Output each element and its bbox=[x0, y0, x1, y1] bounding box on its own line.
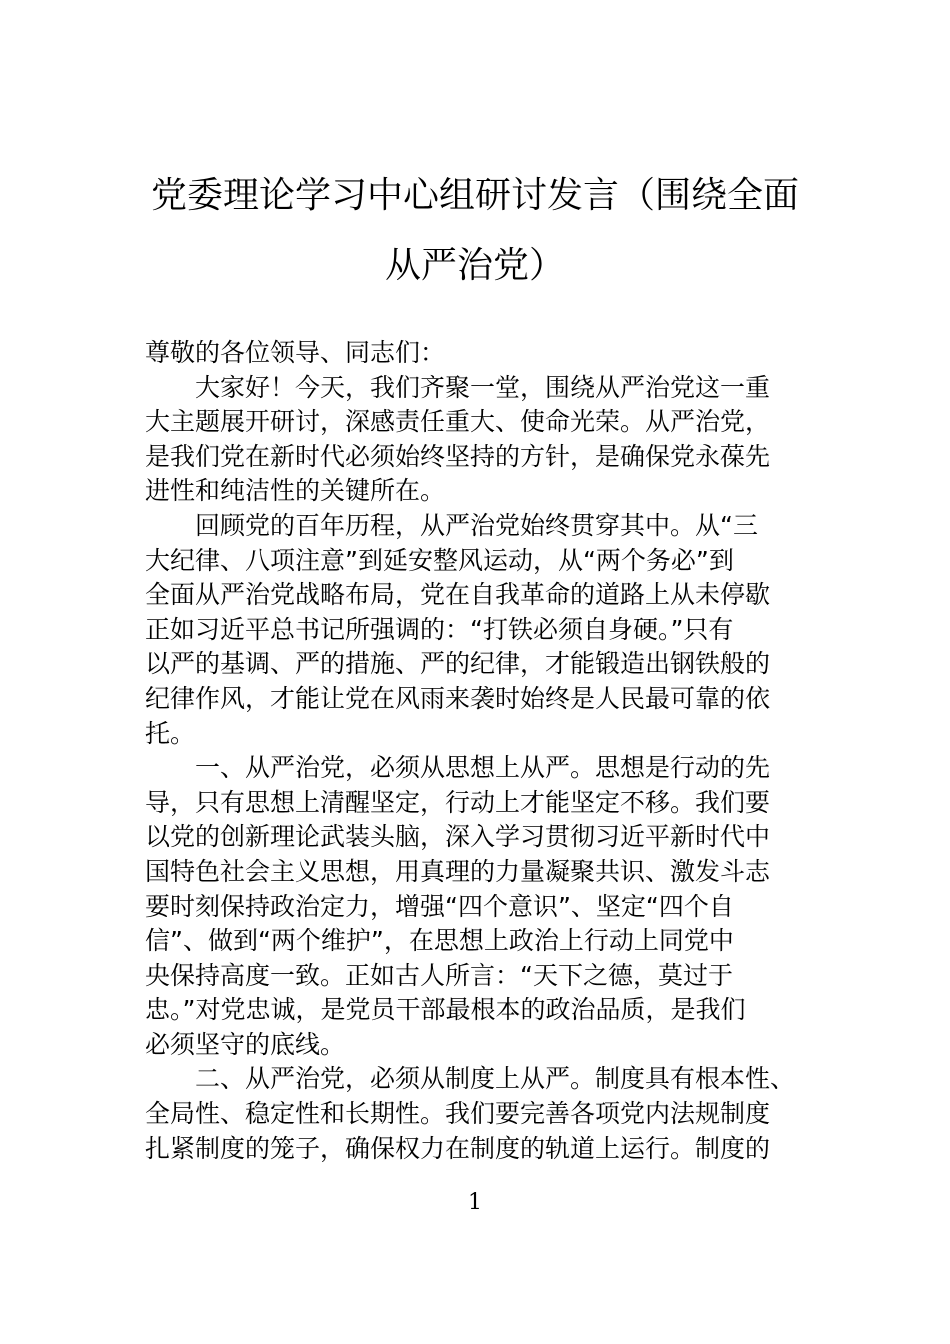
paragraph-3-line: 必须坚守的底线。 bbox=[145, 1029, 346, 1059]
paragraph-3-line: 要时刻保持政治定力，增强“四个意识”、坚定“四个自 bbox=[145, 891, 734, 921]
paragraph-2-line: 大纪律、八项注意”到延安整风运动，从“两个务必”到 bbox=[145, 545, 734, 575]
paragraph-3-line: 国特色社会主义思想，用真理的力量凝聚共识、激发斗志 bbox=[145, 856, 771, 886]
paragraph-2-line: 正如习近平总书记所强调的：“打铁必须自身硬。”只有 bbox=[145, 614, 734, 644]
paragraph-1-line: 是我们党在新时代必须始终坚持的方针，是确保党永葆先 bbox=[145, 441, 771, 471]
paragraph-3-line: 导，只有思想上清醒坚定，行动上才能坚定不移。我们要 bbox=[145, 787, 771, 817]
paragraph-1-line: 大主题展开研讨，深感责任重大、使命光荣。从严治党， bbox=[145, 407, 771, 437]
paragraph-4-line: 全局性、稳定性和长期性。我们要完善各项党内法规制度 bbox=[145, 1099, 771, 1129]
document-title-line-1: 党委理论学习中心组研讨发言（围绕全面 bbox=[150, 175, 799, 216]
document-title-line-2: 从严治党） bbox=[384, 245, 565, 286]
salutation: 尊敬的各位领导、同志们： bbox=[145, 338, 446, 367]
paragraph-3-line: 忠。”对党忠诚，是党员干部最根本的政治品质，是我们 bbox=[145, 995, 746, 1025]
paragraph-4-line: 二、从严治党，必须从制度上从严。制度具有根本性、 bbox=[195, 1064, 796, 1094]
paragraph-2-line: 纪律作风，才能让党在风雨来袭时始终是人民最可靠的依 bbox=[145, 683, 771, 713]
paragraph-1-line: 进性和纯洁性的关键所在。 bbox=[145, 476, 446, 506]
paragraph-2-line: 全面从严治党战略布局，党在自我革命的道路上从未停歇 bbox=[145, 580, 771, 610]
paragraph-2-line: 托。 bbox=[145, 718, 196, 748]
paragraph-1-line: 大家好！今天，我们齐聚一堂，围绕从严治党这一重 bbox=[195, 372, 771, 402]
document-body bbox=[145, 336, 835, 1166]
paragraph-2-line: 回顾党的百年历程，从严治党始终贯穿其中。从“三 bbox=[195, 510, 758, 540]
paragraph-2-line: 以严的基调、严的措施、严的纪律，才能锻造出钢铁般的 bbox=[145, 649, 771, 679]
paragraph-4-line: 扎紧制度的笼子，确保权力在制度的轨道上运行。制度的 bbox=[145, 1133, 771, 1163]
paragraph-3-line: 央保持高度一致。正如古人所言：“天下之德，莫过于 bbox=[145, 960, 733, 990]
paragraph-3-line: 以党的创新理论武装头脑，深入学习贯彻习近平新时代中 bbox=[145, 822, 771, 852]
page-number: 1 bbox=[468, 1190, 482, 1215]
paragraph-3-line: 信”、做到“两个维护”，在思想上政治上行动上同党中 bbox=[145, 926, 734, 956]
paragraph-3-line: 一、从严治党，必须从思想上从严。思想是行动的先 bbox=[195, 753, 771, 783]
